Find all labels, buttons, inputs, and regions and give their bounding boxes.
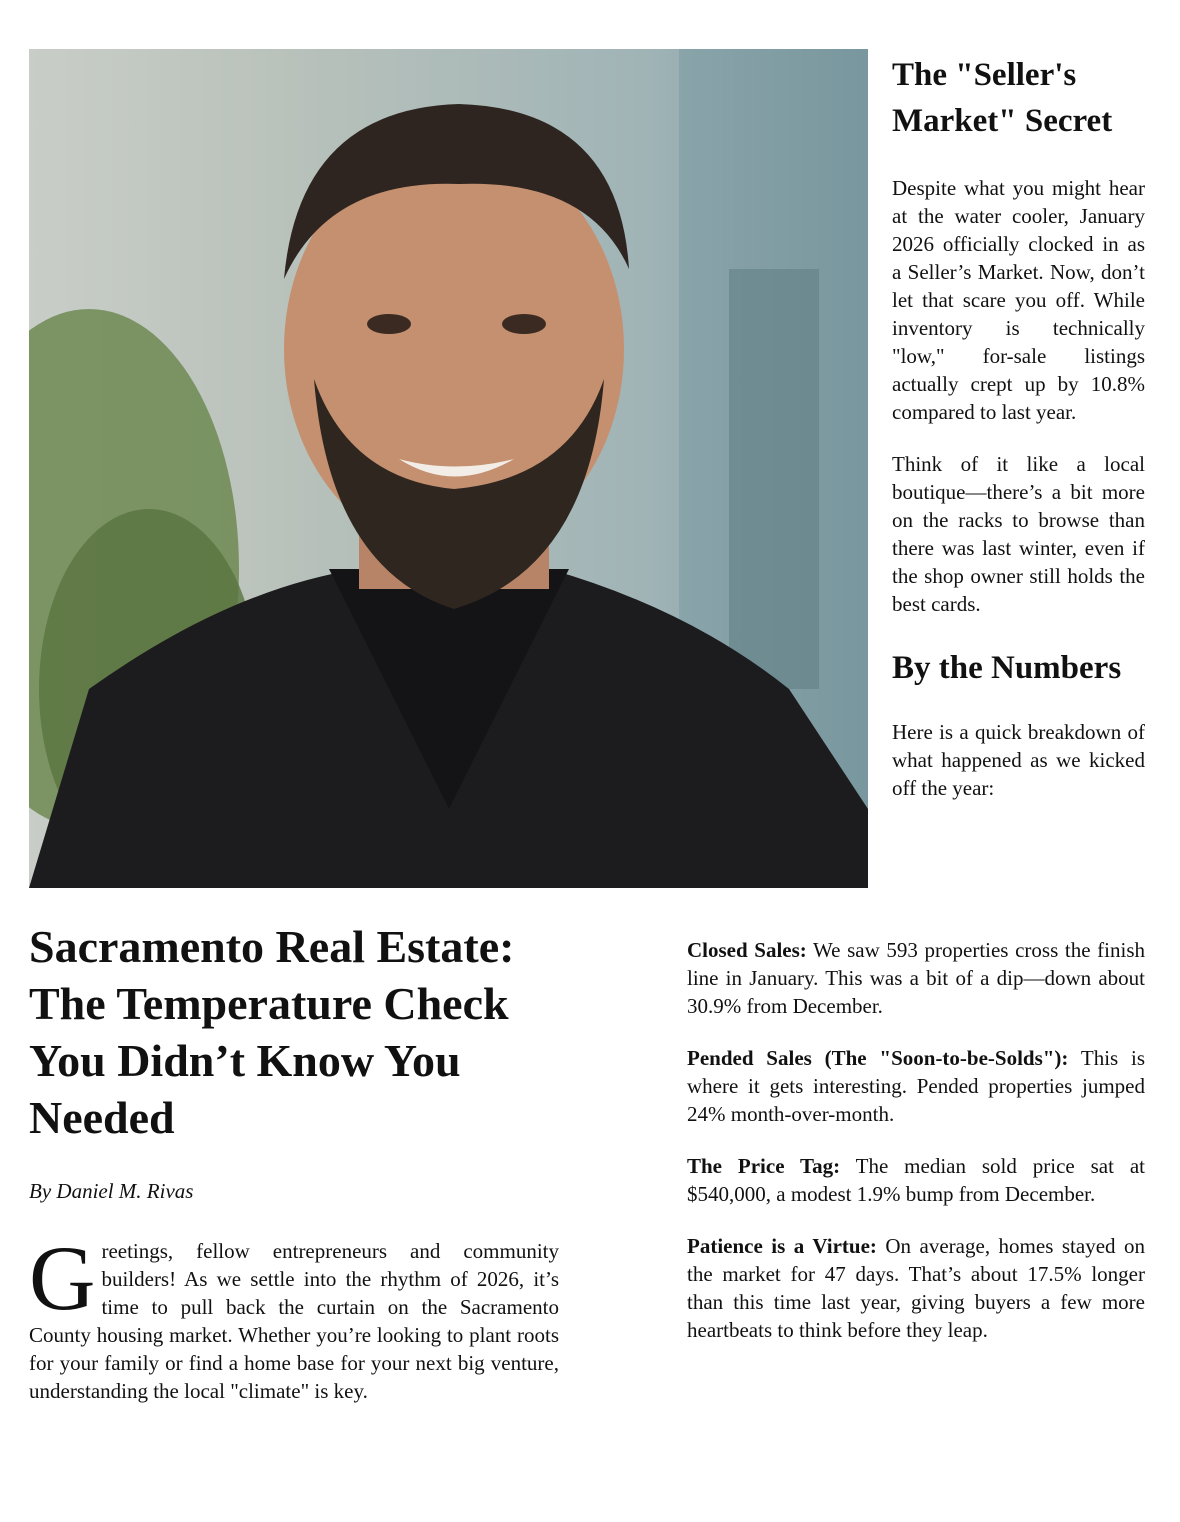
stat-label: Pended Sales (The "Soon-to-be-Solds"): (687, 1046, 1069, 1070)
by-the-numbers-heading: By the Numbers (892, 650, 1122, 686)
stat-label: Closed Sales: (687, 938, 807, 962)
author-portrait-illustration (29, 49, 868, 888)
sidebar-column (892, 52, 1145, 802)
stat-text: We saw 593 properties cross the finish line in January. This was a bit of a dip—down about 30.9% from December. (687, 938, 1145, 1018)
stat-text: The median sold price sat at $540,000, a modest 1.9% bump from December. (687, 1154, 1145, 1206)
sellers-market-heading: The "Seller's Market" Secret (892, 57, 1113, 139)
by-the-numbers-intro: Here is a quick breakdown of what happened as we kicked off the year: (892, 720, 1145, 800)
stat-closed-sales (687, 936, 1145, 1020)
lead-text: reetings, fellow entrepreneurs and community builders! As we settle into the rhythm of 2026, it’s time to pull back the curtain on the Sacramento County housing market. Whether you’re looking to plant roots for your family or find a home base for your next big venture, understanding the local "climate" is key. (29, 1239, 559, 1403)
article-headline: Sacramento Real Estate: The Temperature Check You Didn’t Know You Needed (29, 921, 515, 1143)
author-photo (29, 49, 868, 888)
drop-cap: G (29, 1227, 96, 1329)
stats-list (687, 936, 1145, 1368)
article-byline: By Daniel M. Rivas (29, 1179, 194, 1203)
stat-label: Patience is a Virtue: (687, 1234, 877, 1258)
stat-label: The Price Tag: (687, 1154, 841, 1178)
sellers-market-paragraph-1: Despite what you might hear at the water cooler, January 2026 officially clocked in as a Seller’s Market. Now, don’t let that scare you off. While inventory is technically "low," for-sale listings actually crept up by 10.8% compared to last year. (892, 176, 1145, 424)
sellers-market-paragraph-2: Think of it like a local boutique—there’s a bit more on the racks to browse than there was last winter, even if the shop owner still holds the best cards. (892, 452, 1145, 616)
article-lead-paragraph (29, 1227, 559, 1405)
stat-patience (687, 1232, 1145, 1344)
stat-text: This is where it gets interesting. Pended properties jumped 24% month-over-month. (687, 1046, 1146, 1126)
stat-pended-sales (687, 1044, 1145, 1128)
stat-text: On average, homes stayed on the market for 47 days. That’s about 17.5% longer than this time last year, giving buyers a few more heartbeats to think before they leap. (687, 1234, 1145, 1342)
stat-price-tag (687, 1152, 1145, 1208)
